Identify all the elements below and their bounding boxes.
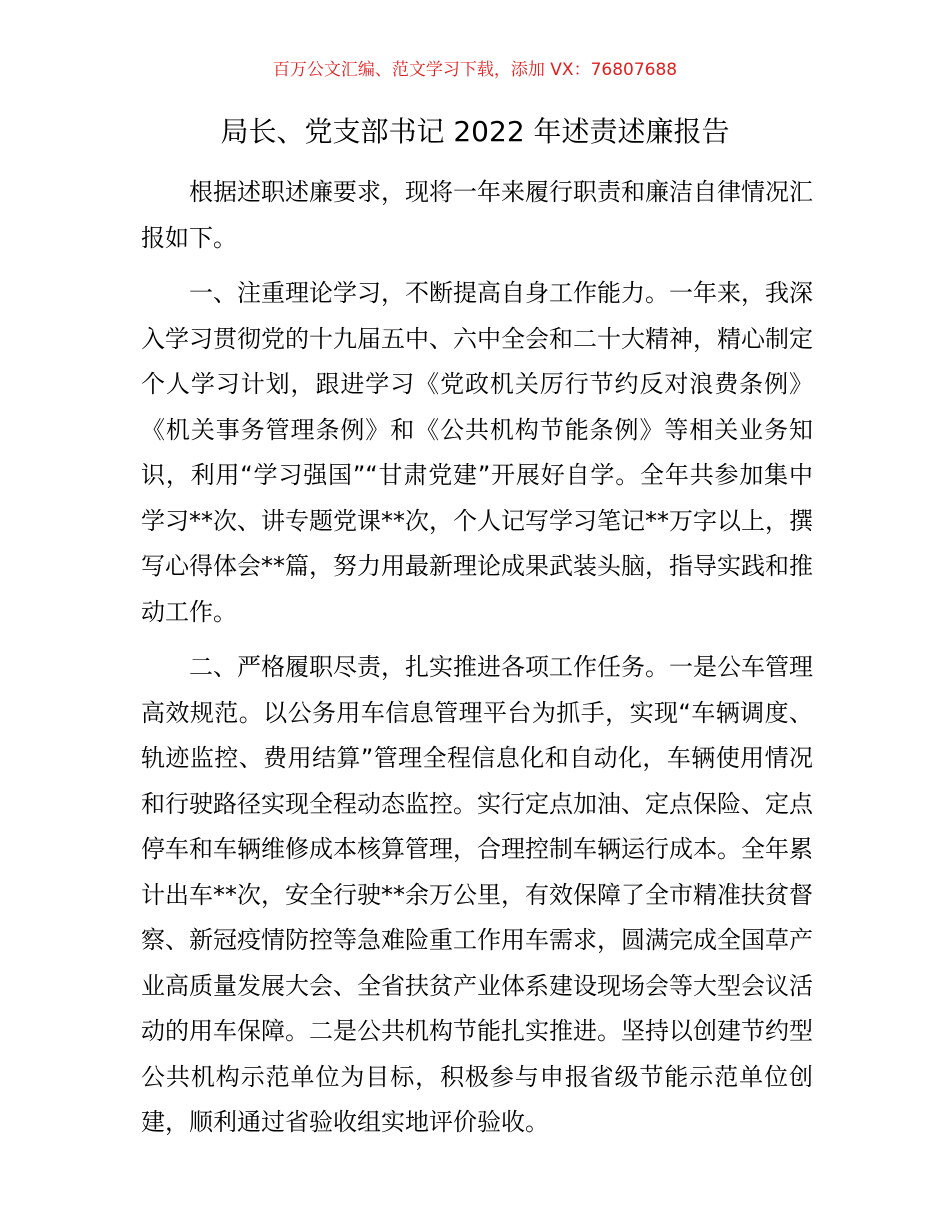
paragraph-section-1: 一、注重理论学习，不断提高自身工作能力。一年来，我深入学习贯彻党的十九届五中、六中全会和二十大精神，精心制定个人学习计划，跟进学习《党政机关厉行节约反对浪费条例》《机关事务管理条例》和《公共机构节能条例》等相关业务知识，利用“学习强国”“甘肃党建”开展好自学。全年共参加集中学习**次、讲专题党课**次，个人记写学习笔记**万字以上，撰写心得体会**篇，努力用最新理论成果武装头脑，指导实践和推动工作。 [141,279,813,626]
paragraph-intro: 根据述职述廉要求，现将一年来履行职责和廉洁自律情况汇报如下。 [141,178,813,252]
document-body [141,170,813,1146]
header-note: 百万公文汇编、范文学习下载，添加 VX：76807688 [272,60,678,80]
paragraph-section-2: 二、严格履职尽责，扎实推进各项工作任务。一是公车管理高效规范。以公务用车信息管理平台为抓手，实现“车辆调度、轨迹监控、费用结算”管理全程信息化和自动化，车辆使用情况和行驶路径实现全程动态监控。实行定点加油、定点保险、定点停车和车辆维修成本核算管理，合理控制车辆运行成本。全年累计出车**次，安全行驶**余万公里，有效保障了全市精准扶贫督察、新冠疫情防控等急难险重工作用车需求，圆满完成全国草产业高质量发展大会、全省扶贫产业体系建设现场会等大型会议活动的用车保障。二是公共机构节能扎实推进。坚持以创建节约型公共机构示范单位为目标，积极参与申报省级节能示范单位创建，顺利通过省验收组实地评价验收。 [141,653,813,1136]
document-title: 局长、党支部书记 2022 年述责述廉报告 [220,115,730,148]
